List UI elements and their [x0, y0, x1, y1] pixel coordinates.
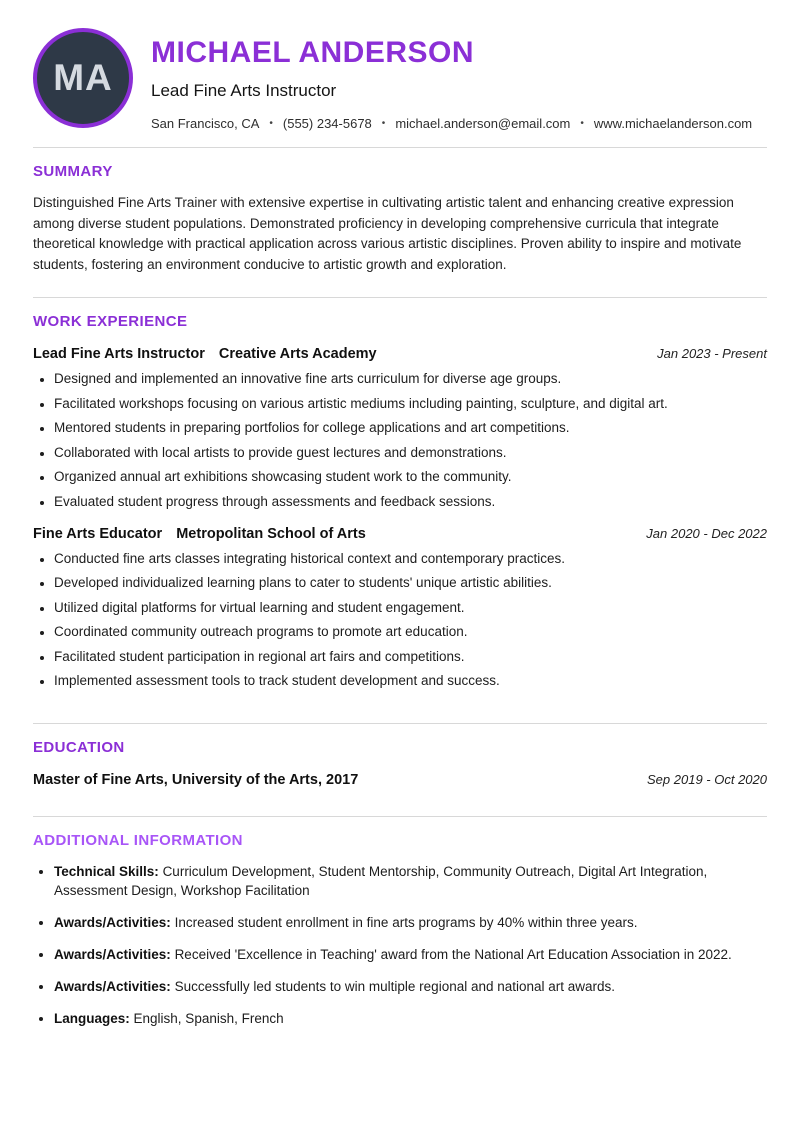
- additional-list: [33, 862, 767, 1028]
- additional-item: [54, 977, 754, 996]
- job-bullet: • Developed individualized learning plans to cater to students' unique artistic abilities.: [54, 575, 767, 591]
- job-bullet: • Implemented assessment tools to track student development and success.: [54, 673, 767, 689]
- work-experience-section: [33, 297, 767, 689]
- additional-item-label: Languages:: [54, 1011, 130, 1026]
- contact-row: [151, 116, 752, 131]
- additional-item: [54, 1009, 754, 1028]
- job-entry: [33, 526, 767, 690]
- job-company: Creative Arts Academy: [218, 346, 377, 362]
- additional-item-label: Awards/Activities:: [54, 979, 171, 994]
- additional-information-heading: ADDITIONAL INFORMATION: [33, 832, 243, 849]
- additional-item-text: Curriculum Development, Student Mentorship, Community Outreach, Digital Art Integration, Assessment Design, Workshop Facilitation: [54, 864, 708, 898]
- contact-location: San Francisco, CA: [151, 116, 260, 131]
- job-bullet: • Utilized digital platforms for virtual learning and student engagement.: [54, 600, 767, 616]
- candidate-title: Lead Fine Arts Instructor: [151, 81, 337, 100]
- additional-item-text: English, Spanish, French: [133, 1011, 284, 1026]
- contact-phone: (555) 234-5678: [282, 116, 372, 131]
- dot-separator: •: [269, 117, 273, 129]
- job-titles: [33, 346, 377, 362]
- section-divider: [33, 723, 767, 724]
- job-bullet: • Coordinated community outreach programs to promote art education.: [54, 624, 767, 640]
- job-header: [33, 346, 767, 362]
- education-entry: [33, 772, 767, 788]
- additional-item: [54, 913, 754, 932]
- additional-item-text: Received 'Excellence in Teaching' award from the National Art Education Association in 2022.: [174, 947, 732, 962]
- job-dates: Jan 2023 - Present: [657, 346, 767, 361]
- additional-item-label: Awards/Activities:: [54, 915, 171, 930]
- job-bullet-list: [33, 371, 767, 510]
- education-heading: EDUCATION: [33, 739, 125, 756]
- avatar-initials: MA: [53, 57, 113, 98]
- resume-header: [33, 28, 767, 131]
- job-bullet: • Evaluated student progress through assessments and feedback sessions.: [54, 494, 767, 510]
- dot-separator: •: [580, 117, 584, 129]
- job-bullet: • Facilitated workshops focusing on various artistic mediums including painting, sculpture, and digital art.: [54, 396, 767, 412]
- job-position: Lead Fine Arts Instructor: [33, 346, 205, 362]
- additional-item-label: Technical Skills:: [54, 864, 159, 879]
- education-degree: Master of Fine Arts, University of the Arts, 2017: [33, 772, 359, 788]
- additional-item: [54, 862, 754, 900]
- education-dates: Sep 2019 - Oct 2020: [647, 772, 767, 787]
- job-bullet: • Collaborated with local artists to provide guest lectures and demonstrations.: [54, 445, 767, 461]
- job-bullet: • Designed and implemented an innovative fine arts curriculum for diverse age groups.: [54, 371, 767, 387]
- job-bullet-list: [33, 551, 767, 690]
- summary-text: Distinguished Fine Arts Trainer with extensive expertise in cultivating artistic talent and enhancing creative expression among diverse student populations. Demonstrated proficiency in developing comprehensive curricula that integrate theoretical knowledge with practical application across various artistic disciplines. Proven ability to inspire and motivate students, fostering an environment conducive to artistic growth and exploration.: [33, 195, 742, 272]
- job-position: Fine Arts Educator: [33, 525, 163, 542]
- job-company: Metropolitan School of Arts: [176, 525, 366, 542]
- candidate-name: MICHAEL ANDERSON: [151, 36, 475, 69]
- summary-section: [33, 147, 767, 275]
- job-entry: [33, 346, 767, 510]
- job-titles: [33, 526, 366, 542]
- job-header: [33, 526, 767, 542]
- additional-item-text: Successfully led students to win multiple regional and national art awards.: [174, 979, 616, 994]
- section-divider: [33, 816, 767, 817]
- job-bullet: • Mentored students in preparing portfolios for college applications and art competitions.: [54, 420, 767, 436]
- section-divider: [33, 147, 767, 148]
- section-divider: [33, 297, 767, 298]
- contact-email: michael.anderson@email.com: [395, 116, 571, 131]
- header-text: [151, 28, 752, 131]
- additional-item-label: Awards/Activities:: [54, 947, 171, 962]
- job-dates: Jan 2020 - Dec 2022: [646, 525, 767, 541]
- job-bullet: • Facilitated student participation in regional art fairs and competitions.: [54, 649, 767, 665]
- job-bullet: • Conducted fine arts classes integrating historical context and contemporary practices.: [54, 551, 767, 567]
- additional-item-text: Increased student enrollment in fine arts programs by 40% within three years.: [174, 915, 638, 930]
- education-section: [33, 723, 767, 788]
- contact-website: www.michaelanderson.com: [593, 116, 753, 131]
- job-bullet: • Organized annual art exhibitions showcasing student work to the community.: [54, 469, 767, 485]
- summary-heading: SUMMARY: [33, 163, 113, 180]
- work-experience-heading: WORK EXPERIENCE: [33, 313, 188, 330]
- avatar: [33, 28, 133, 128]
- dot-separator: •: [381, 117, 386, 129]
- additional-item: [54, 945, 754, 964]
- additional-information-section: [33, 816, 767, 1028]
